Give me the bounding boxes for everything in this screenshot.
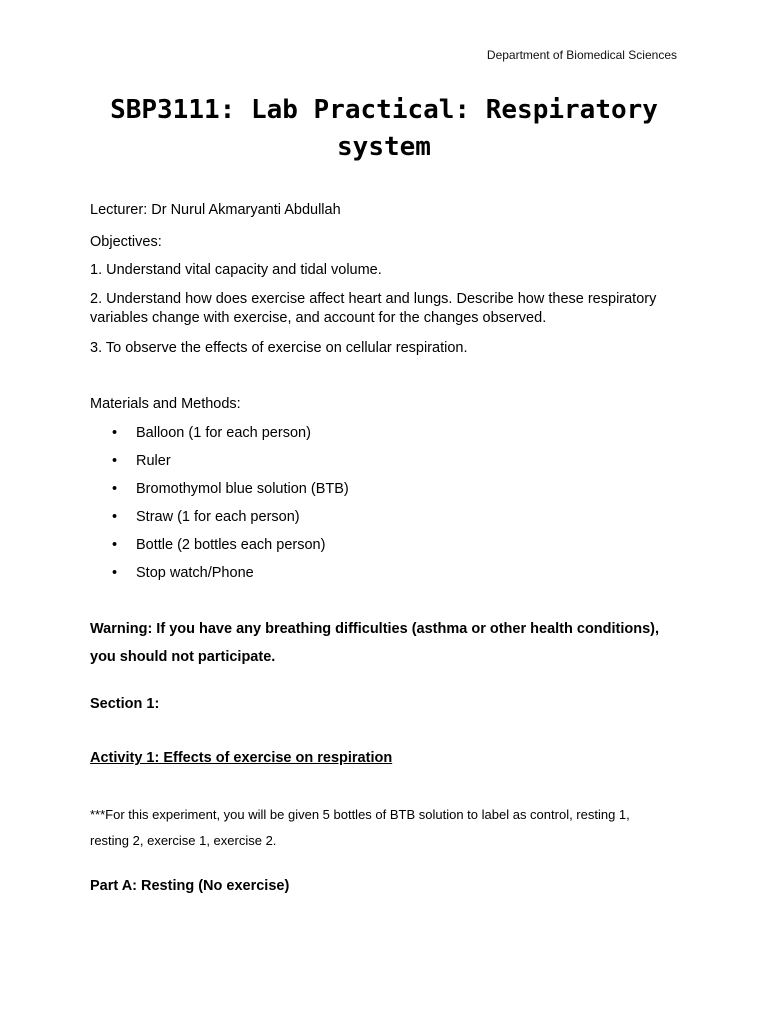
objective-2	[90, 290, 690, 328]
bullet-icon: •	[112, 537, 118, 553]
material-item-label: Ruler	[136, 453, 171, 469]
objectives-heading: Objectives:	[90, 234, 162, 250]
section-heading: Section 1:	[90, 696, 160, 712]
objective-2-line-2: variables change with exercise, and account for the changes observed.	[90, 310, 547, 326]
list-item	[90, 424, 349, 452]
note-line-1: ***For this experiment, you will be given 5 bottles of BTB solution to label as control, resting 1,	[90, 807, 630, 822]
department-header: Department of Biomedical Sciences	[486, 48, 677, 62]
page-title	[90, 92, 678, 166]
warning-line-1: Warning: If you have any breathing difficulties (asthma or other health conditions),	[90, 621, 660, 637]
material-item-label: Bromothymol blue solution (BTB)	[136, 481, 349, 497]
material-item-label: Stop watch/Phone	[136, 565, 254, 581]
list-item	[90, 452, 349, 480]
list-item	[90, 508, 349, 536]
warning-line-2: you should not participate.	[90, 649, 276, 665]
material-item-label: Bottle (2 bottles each person)	[136, 537, 326, 553]
lecturer-line: Lecturer: Dr Nurul Akmaryanti Abdullah	[90, 202, 341, 218]
title-line-1: SBP3111: Lab Practical: Respiratory	[110, 95, 658, 125]
list-item	[90, 536, 349, 564]
experiment-note	[90, 802, 690, 854]
part-heading: Part A: Resting (No exercise)	[90, 878, 290, 894]
objective-3: 3. To observe the effects of exercise on cellular respiration.	[90, 340, 468, 356]
bullet-icon: •	[112, 453, 118, 469]
activity-title: Activity 1: Effects of exercise on respiration	[90, 750, 393, 766]
list-item	[90, 564, 349, 592]
bullet-icon: •	[112, 565, 118, 581]
material-item-label: Balloon (1 for each person)	[136, 425, 311, 441]
material-item-label: Straw (1 for each person)	[136, 509, 300, 525]
title-line-2: system	[337, 132, 431, 162]
bullet-icon: •	[112, 481, 118, 497]
materials-list	[90, 424, 349, 592]
materials-heading: Materials and Methods:	[90, 396, 241, 412]
note-line-2: resting 2, exercise 1, exercise 2.	[90, 833, 277, 848]
list-item	[90, 480, 349, 508]
objective-2-line-1: 2. Understand how does exercise affect heart and lungs. Describe how these respiratory	[90, 291, 657, 307]
bullet-icon: •	[112, 509, 118, 525]
activity-heading	[90, 749, 690, 768]
objective-1: 1. Understand vital capacity and tidal volume.	[90, 262, 382, 278]
bullet-icon: •	[112, 425, 118, 441]
warning-text	[90, 615, 690, 671]
